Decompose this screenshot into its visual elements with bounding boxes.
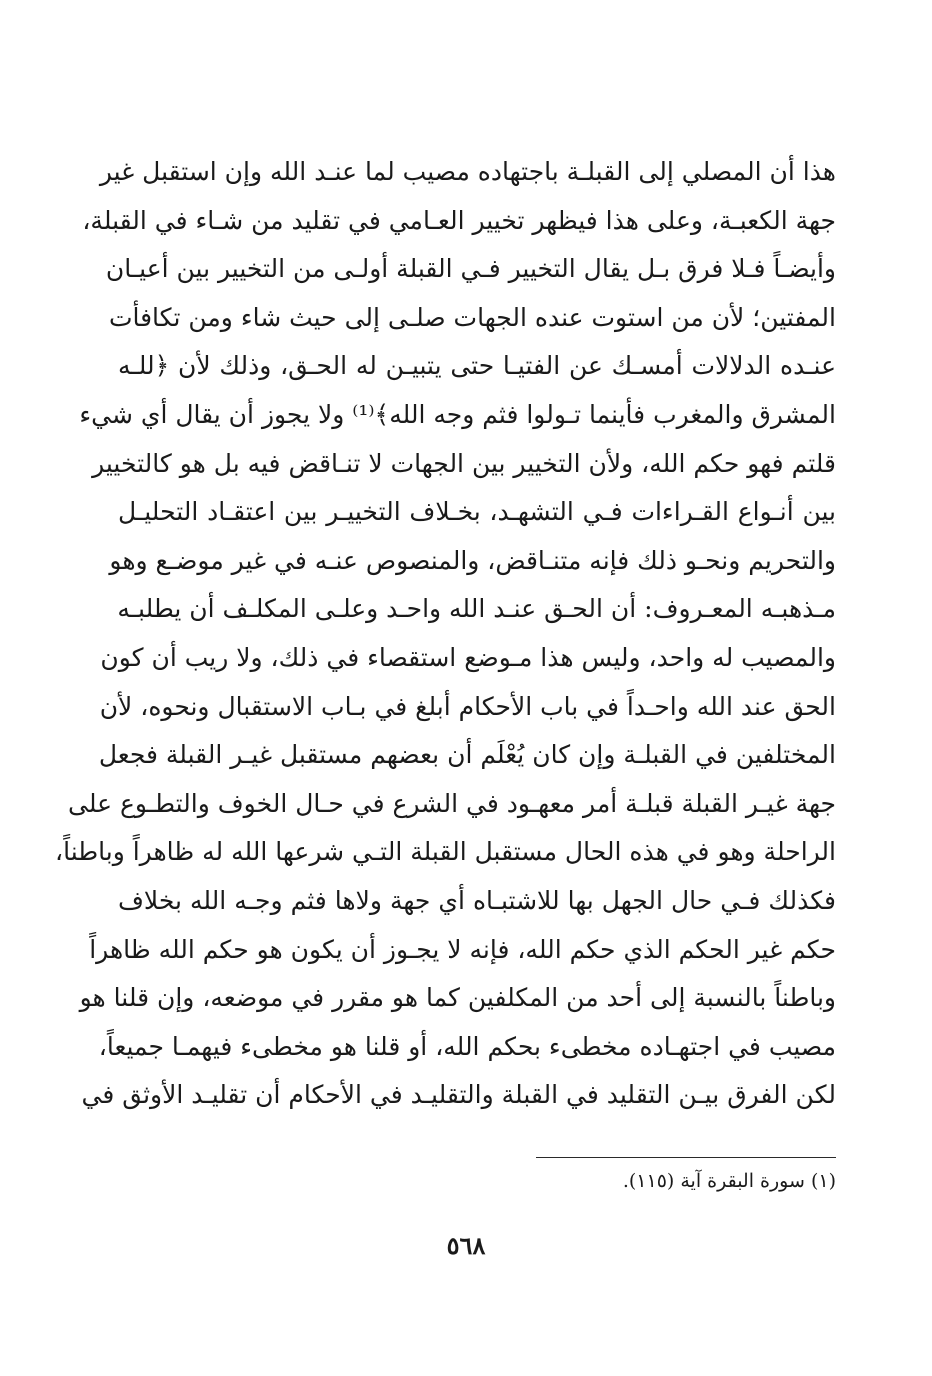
text-line: حكم غير الحكم الذي حكم الله، فإنه لا يجـوز أن يكون هو حكم الله ظاهراً [89,934,836,964]
text-line: الحق عند الله واحـداً في باب الأحكام أبلغ في بـاب الاستقبال ونحوه، لأن [99,691,836,721]
text-line: المختلفين في القبلـة وإن كان يُعْلَم أن بعضهم مستقبل غيـر القبلة فجعل [98,740,836,770]
text-line: جهة غيـر القبلة قبلـة أمر معهـود في الشرع في حـال الخوف والتطـوع على [67,788,836,818]
text-line: وأيضـاً فـلا فرق بـل يقال التخيير فـي القبلة أولـى من التخيير بين أعيـان [105,254,836,284]
text-line: جهة الكعبـة، وعلى هذا فيظهر تخيير العـامي في تقليد من شـاء في القبلة، [82,205,836,235]
text-line: مصيب في اجتهـاده مخطىء بحكم الله، أو قلنا هو مخطىء فيهمـا جميعاً، [98,1031,836,1061]
text-line: والتحريم ونحـو ذلك فإنه متنـاقض، والمنصوص عنـه في غير موضـع وهو [109,545,836,575]
text-line: وباطناً بالنسبة إلى أحد من المكلفين كما هو مقرر في موضعه، وإن قلنا هو [79,983,836,1013]
text-line: هذا أن المصلي إلى القبلـة باجتهاده مصيب لما عنـد الله وإن استقبل غير [99,157,836,186]
text-line: عنـده الدلالات أمسـك عن الفتيـا حتى يتبيـن له الحـق، وذلك لأن ﴿للـه [118,351,836,381]
text-line: لكن الفرق بيـن التقليد في القبلة والتقليـد في الأحكام أن تقليـد الأوثق في [81,1080,836,1110]
page-number: ٥٦٨ [446,1231,486,1260]
text-line: قلتم فهو حكم الله، ولأن التخيير بين الجهات لا تنـاقض فيه بل هو كالتخيير [92,448,836,478]
text-line: والمصيب له واحد، وليس هذا مـوضع استقصاء في ذلك، ولا ريب أن كون [100,642,836,672]
text-line: الراحلة وهو في هذه الحال مستقبل القبلة التـي شرعها الله له ظاهراً وباطناً، [55,837,836,867]
text-line: بين أنـواع القـراءات فـي التشهـد، بخـلاف التخييـر بين اعتقـاد التحليـل [118,497,836,527]
text-line: فكذلك فـي حال الجهل بها للاشتبـاه أي جهة ولاها فثم وجـه الله بخلاف [118,885,836,915]
text-line: المفتين؛ لأن من استوت عنده الجهات صلـى إلى حيث شاء ومن تكافأت [108,302,836,332]
main-text-block [55,148,836,1120]
text-line: المشرق والمغرب فأينما تـولوا فثم وجه الله﴾⁽¹⁾ ولا يجوز أن يقال أي شيء [79,399,836,429]
footnote-separator [536,1157,836,1158]
footnote: (١) سورة البقرة آية (١١٥). [622,1170,836,1192]
text-line: مـذهبـه المعـروف: أن الحـق عنـد الله واحـد وعلـى المكلـف أن يطلبـه [117,594,836,624]
